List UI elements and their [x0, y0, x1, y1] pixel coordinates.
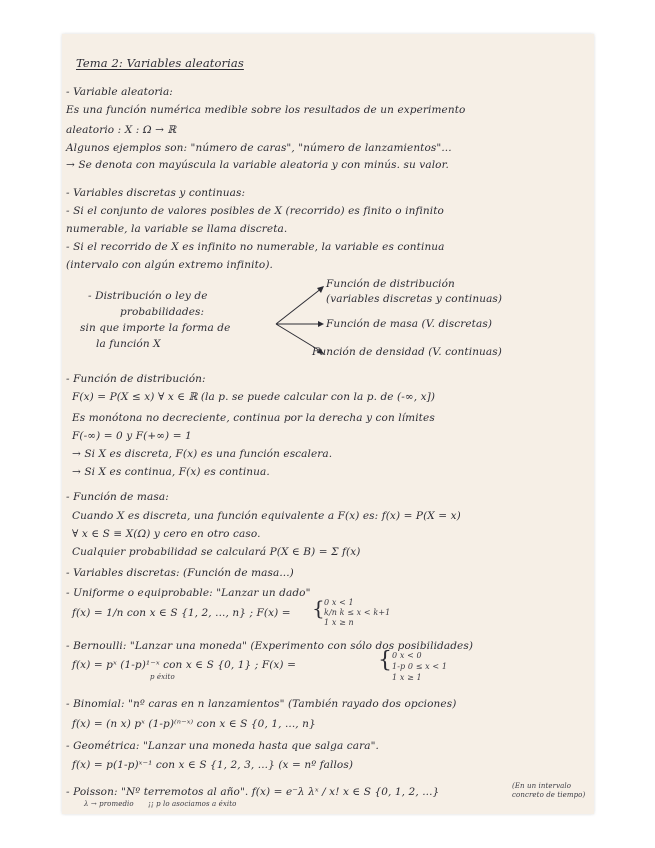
- diagram-left-text: sin que importe la forma de: [80, 322, 231, 334]
- poisson-sub: λ → promedio: [84, 800, 134, 808]
- text-line: Algunos ejemplos son: "número de caras", "número de lanzamientos"...: [66, 142, 452, 154]
- text-line: Es una función numérica medible sobre los resultados de un experimento: [66, 104, 466, 116]
- diagram-left-text: probabilidades:: [120, 306, 205, 318]
- diagram-right-text: Función de distribución: [326, 278, 455, 290]
- bernoulli-note: p éxito: [150, 673, 175, 681]
- uniforme-case: k/n k ≤ x < k+1: [324, 608, 391, 617]
- poisson-heading: - Poisson: "Nº terremotos al año". f(x) = e⁻λ λˣ / x! x ∈ S {0, 1, 2, ...}: [66, 786, 440, 798]
- diagram-right-text: Función de densidad (V. continuas): [312, 346, 502, 358]
- geometrica-formula: f(x) = p(1-p)ˣ⁻¹ con x ∈ S {1, 2, 3, ...} (x = nº fallos): [72, 759, 354, 771]
- heading-funcion-masa: - Función de masa:: [66, 491, 169, 503]
- poisson-sub: ¡¡ p lo asociamos a éxito: [148, 800, 237, 808]
- text-line: F(x) = P(X ≤ x) ∀ x ∈ ℝ (la p. se puede calcular con la p. de (-∞, x]): [72, 391, 436, 403]
- uniforme-case: 1 x ≥ n: [324, 618, 354, 627]
- bernoulli-case: 1 x ≥ 1: [392, 673, 422, 682]
- bernoulli-case: 1-p 0 ≤ x < 1: [392, 662, 448, 671]
- text-line: numerable, la variable se llama discreta.: [66, 223, 288, 235]
- binomial-formula: f(x) = (n x) pˣ (1-p)⁽ⁿ⁻ˣ⁾ con x ∈ S {0, 1, ..., n}: [72, 718, 316, 730]
- text-line: Cualquier probabilidad se calculará P(X ∈ B) = Σ f(x): [72, 546, 361, 558]
- geometrica-heading: - Geométrica: "Lanzar una moneda hasta que salga cara".: [66, 740, 379, 752]
- bernoulli-heading: - Bernoulli: "Lanzar una moneda" (Experimento con sólo dos posibilidades): [66, 640, 474, 652]
- brace-icon: {: [378, 648, 393, 673]
- heading-variables-discretas: - Variables discretas: (Función de masa...): [66, 567, 294, 579]
- bernoulli-case: 0 x < 0: [392, 651, 422, 660]
- uniforme-heading: - Uniforme o equiprobable: "Lanzar un dado": [66, 587, 311, 599]
- text-line: Es monótona no decreciente, continua por la derecha y con límites: [72, 412, 435, 424]
- text-line: - Si el conjunto de valores posibles de X (recorrido) es finito o infinito: [66, 205, 444, 217]
- text-line: → Si X es continua, F(x) es continua.: [72, 466, 270, 478]
- text-line: → Si X es discreta, F(x) es una función escalera.: [72, 448, 333, 460]
- text-line: F(-∞) = 0 y F(+∞) = 1: [72, 430, 192, 442]
- text-line: - Si el recorrido de X es infinito no numerable, la variable es continua: [66, 241, 445, 253]
- notebook-page: [62, 34, 594, 814]
- uniforme-case: 0 x < 1: [324, 598, 354, 607]
- text-line: Cuando X es discreta, una función equivalente a F(x) es: f(x) = P(X = x): [72, 510, 461, 522]
- binomial-heading: - Binomial: "nº caras en n lanzamientos" (También rayado dos opciones): [66, 698, 457, 710]
- text-line: → Se denota con mayúscula la variable aleatoria y con minús. su valor.: [66, 159, 449, 171]
- diagram-right-text: (variables discretas y continuas): [326, 293, 503, 305]
- heading-variable-aleatoria: - Variable aleatoria:: [66, 86, 173, 98]
- heading-funcion-distribucion: - Función de distribución:: [66, 373, 206, 385]
- text-line: (intervalo con algún extremo infinito).: [66, 259, 273, 271]
- diagram-left-text: - Distribución o ley de: [88, 290, 208, 302]
- page-title: Tema 2: Variables aleatorias: [76, 56, 244, 70]
- diagram-arrows-icon: [62, 34, 594, 814]
- diagram-right-text: Función de masa (V. discretas): [326, 318, 493, 330]
- bernoulli-formula: f(x) = pˣ (1-p)¹⁻ˣ con x ∈ S {0, 1} ; F(x) =: [72, 659, 296, 671]
- brace-icon: {: [312, 596, 325, 620]
- text-line: ∀ x ∈ S ≡ X(Ω) y cero en otro caso.: [72, 528, 261, 540]
- text-line: aleatorio : X : Ω → ℝ: [66, 124, 177, 136]
- poisson-note: (En un intervalo concreto de tiempo): [512, 782, 586, 799]
- diagram-left-text: la función X: [96, 338, 161, 350]
- heading-discretas-continuas: - Variables discretas y continuas:: [66, 187, 246, 199]
- uniforme-formula: f(x) = 1/n con x ∈ S {1, 2, ..., n} ; F(x) =: [72, 607, 291, 619]
